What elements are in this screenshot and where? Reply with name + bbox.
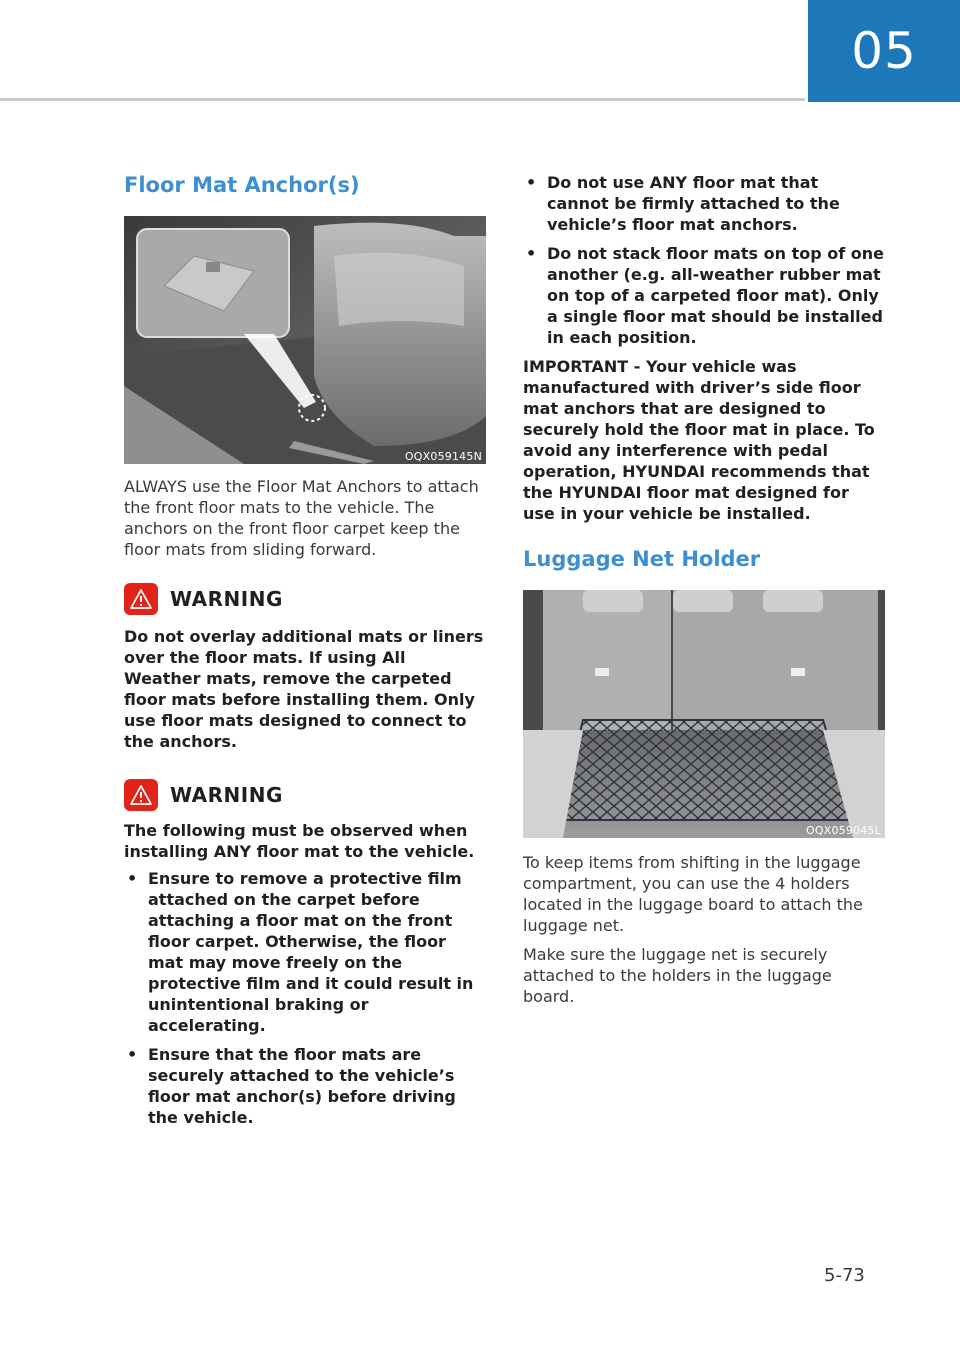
right-column bbox=[523, 172, 885, 1007]
floor-mat-bullets bbox=[523, 172, 885, 348]
section-title-luggage-net: Luggage Net Holder bbox=[523, 547, 761, 571]
section-title-floor-mat: Floor Mat Anchor(s) bbox=[124, 173, 360, 197]
warning-text-1: Do not overlay additional mats or liners over the floor mats. If using All Weather mats, remove the carpeted floor mats before installing them. Only use floor mats designed to connect to the anchors. bbox=[124, 627, 484, 751]
warning-heading-1 bbox=[124, 582, 486, 616]
list-item: • Ensure to remove a protective film attached on the carpet before attaching a floor mat on the front floor carpet. Otherwise, the floor mat may move freely on the protective film and it could result in unintentional braking or accelerating. bbox=[124, 868, 486, 1036]
warning-title: WARNING bbox=[170, 587, 283, 611]
warning-title: WARNING bbox=[170, 783, 283, 807]
luggage-net-paragraph-2: Make sure the luggage net is securely attached to the holders in the luggage board. bbox=[523, 945, 832, 1006]
warning-text-2: The following must be observed when installing ANY floor mat to the vehicle. bbox=[124, 821, 475, 861]
figure-code: OQX059145N bbox=[404, 450, 482, 463]
important-note: IMPORTANT - Your vehicle was manufactured with driver’s side floor mat anchors that are designed to securely hold the floor mat in place. To avoid any interference with pedal operation, HYUNDAI recommends that the HYUNDAI floor mat designed for use in your vehicle be installed. bbox=[523, 357, 875, 523]
warning-heading-2 bbox=[124, 778, 486, 812]
header-rule bbox=[0, 98, 805, 101]
warning-icon bbox=[124, 779, 158, 811]
luggage-net-paragraph-1: To keep items from shifting in the luggage compartment, you can use the 4 holders located in the luggage board to attach the luggage net. bbox=[523, 853, 863, 935]
page-number: 5-73 bbox=[824, 1265, 865, 1286]
warning-bullets bbox=[124, 868, 486, 1128]
floor-mat-anchor-figure bbox=[124, 216, 486, 464]
luggage-net-illustration bbox=[523, 590, 885, 838]
chapter-number: 05 bbox=[851, 22, 917, 80]
floor-mat-anchor-illustration bbox=[124, 216, 486, 464]
chapter-tab bbox=[808, 0, 960, 102]
warning-icon bbox=[124, 583, 158, 615]
left-column bbox=[124, 170, 486, 1136]
figure-code: OQX059045L bbox=[806, 824, 881, 837]
list-item: • Do not stack floor mats on top of one another (e.g. all-weather rubber mat on top of a carpeted floor mat). Only a single floor mat should be installed in each position. bbox=[523, 243, 885, 348]
luggage-net-figure bbox=[523, 590, 885, 838]
floor-mat-intro: ALWAYS use the Floor Mat Anchors to attach the front floor mats to the vehicle. The anchors on the front floor carpet keep the floor mats from sliding forward. bbox=[124, 477, 479, 559]
list-item: • Do not use ANY floor mat that cannot be firmly attached to the vehicle’s floor mat anchors. bbox=[523, 172, 885, 235]
list-item: • Ensure that the floor mats are securely attached to the vehicle’s floor mat anchor(s) before driving the vehicle. bbox=[124, 1044, 486, 1128]
